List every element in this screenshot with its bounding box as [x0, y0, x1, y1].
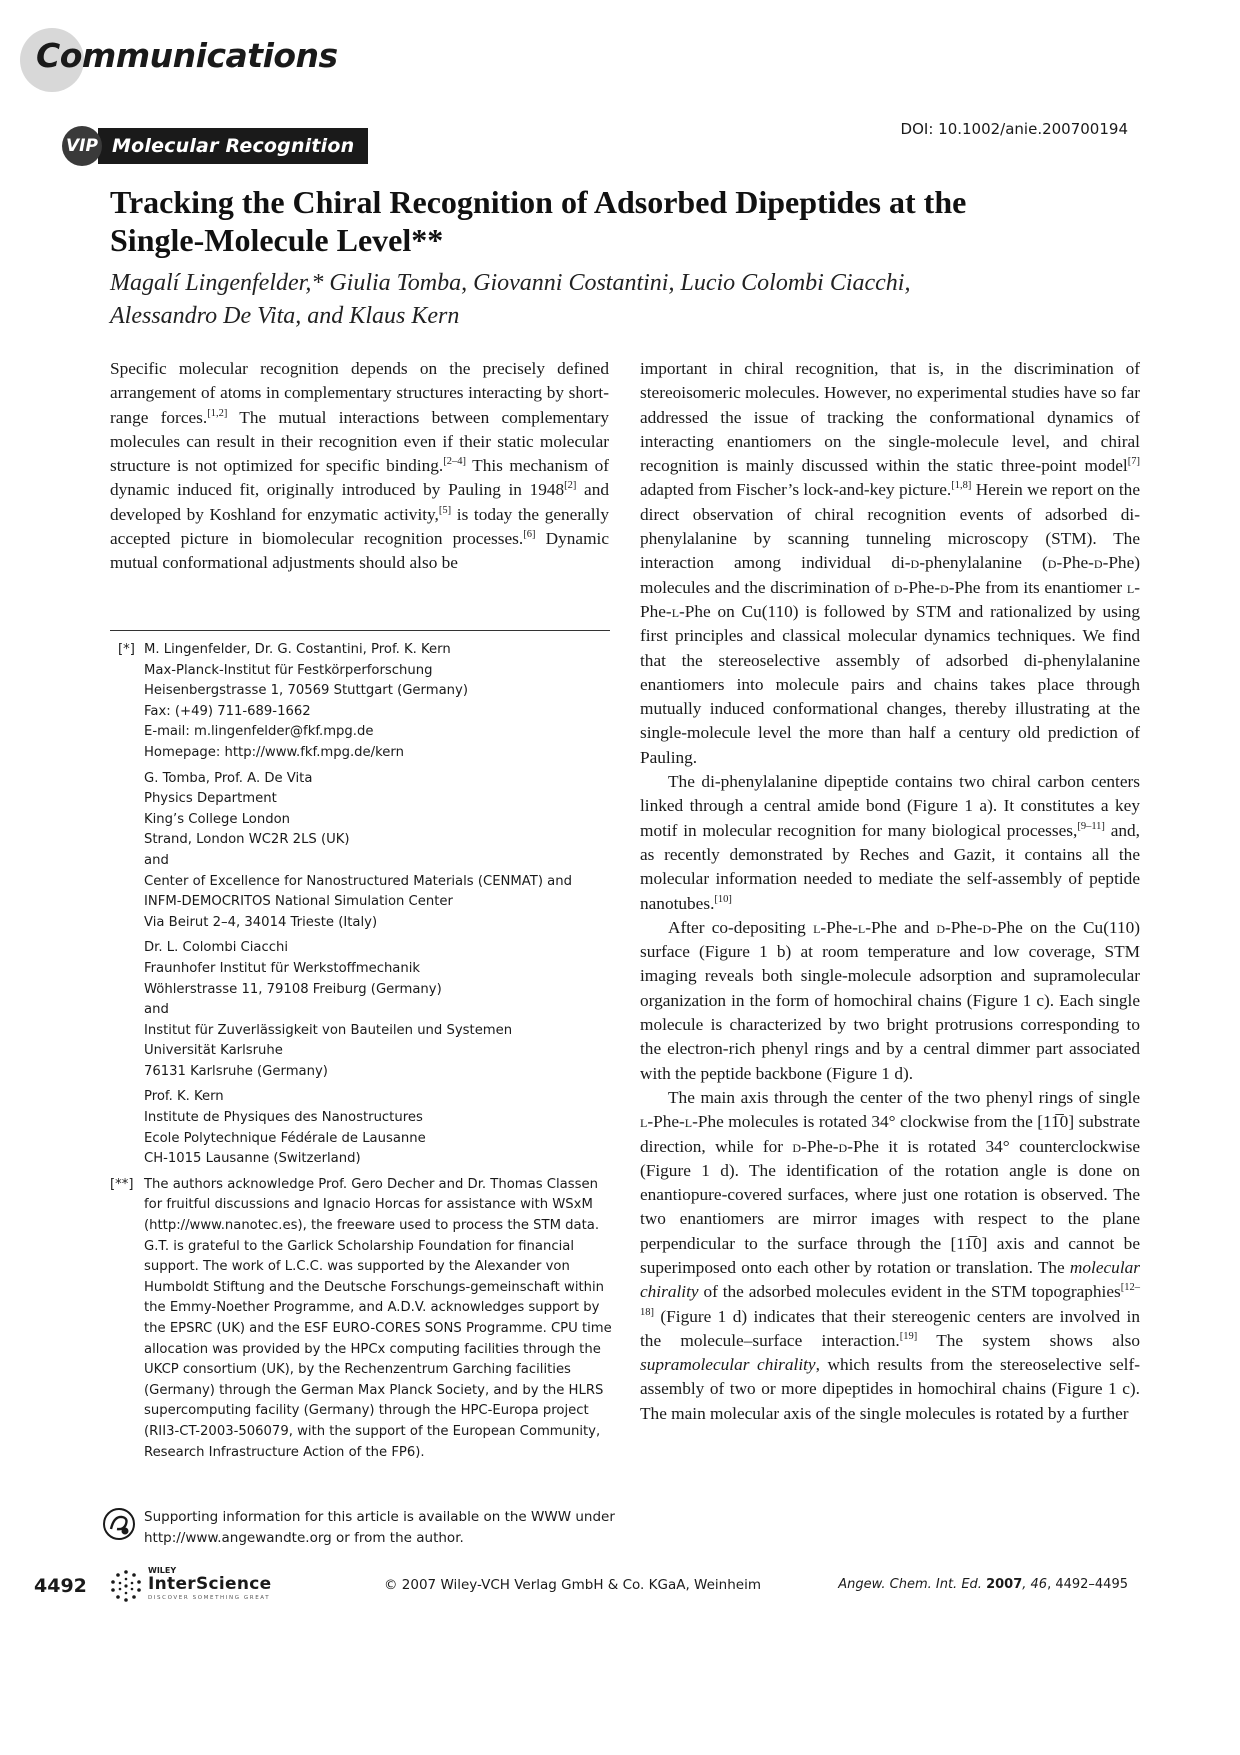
affiliation-line: Strand, London WC2R 2LS (UK): [144, 832, 350, 848]
affiliation-line: Heisenbergstrasse 1, 70569 Stuttgart (Germany): [144, 683, 468, 699]
citation-ref[interactable]: [2–4]: [443, 456, 466, 468]
affiliation-line: Fraunhofer Institut für Werkstoffmechanik: [144, 960, 421, 976]
citation-ref[interactable]: [9–11]: [1077, 820, 1105, 832]
authors-line-1: Magalí Lingenfelder,* Giulia Tomba, Giovanni Costantini, Lucio Colombi Ciacchi,: [110, 270, 911, 296]
affiliation-line: Institut für Zuverlässigkeit von Bauteilen und Systemen: [144, 1022, 513, 1038]
affiliation-line: CH-1015 Lausanne (Switzerland): [144, 1151, 361, 1167]
title-line-1: Tracking the Chiral Recognition of Adsorbed Dipeptides at the: [110, 184, 967, 220]
journal-section-title: Communications: [36, 36, 338, 75]
supporting-info-note: [100, 1507, 664, 1548]
affiliation-line: King’s College London: [144, 811, 291, 827]
citation-ref[interactable]: [1,8]: [951, 480, 972, 492]
affiliation-line: Center of Excellence for Nanostructured Materials (CENMAT) and: [144, 873, 572, 889]
citation-ref[interactable]: [7]: [1127, 456, 1140, 468]
footnote-mark: [**]: [110, 1176, 134, 1192]
affiliation-line: Via Beirut 2–4, 34014 Trieste (Italy): [144, 914, 378, 930]
affiliation-line: 76131 Karlsruhe (Germany): [144, 1063, 328, 1079]
body-paragraph: The main axis through the center of the two phenyl rings of single l-Phe-l-Phe molecules is rotated 34° clockwise from the [11̅0] substrate direction, while for d-Phe-d-Phe it is rotated 34° counterclockwise (Figure 1 d). The identification of the rotation angle is done on enantiopure-covered surfaces, where just one rotation is observed. The two enantiomers are mirror images with respect to the plane perpendicular to the surface through the [11̅0] axis and cannot be superimposed onto each other by rotation or translation. The molecular chirality of the adsorbed molecules evident in the STM topographies[12–18] (Figure 1 d) indicates that their stereogenic centers are involved in the molecule–surface interaction.[19] The system shows also supramolecular chirality, which results from the stereoselective self-assembly of two or more dipeptides in homochiral chains (Figure 1 c). The main molecular axis of the single molecules is rotated by a further: [640, 1087, 1140, 1423]
affiliation-block: [144, 640, 615, 764]
authors-line-2: Alessandro De Vita, and Klaus Kern: [110, 303, 460, 329]
affiliation-line: G. Tomba, Prof. A. De Vita: [144, 770, 313, 786]
body-paragraph: Specific molecular recognition depends on the precisely defined arrangement of atoms in complementary structures interacting by short-range forces.[1,2] The mutual interactions between complementary molecules can result in their recognition even if their static molecular structure is not optimized for specific binding.[2–4] This mechanism of dynamic induced fit, originally introduced by Pauling in 1948[2] and developed by Koshland for enzymatic activity,[5] is today the generally accepted picture in biomolecular recognition processes.[6] Dynamic mutual conformational adjustments should also be: [110, 359, 610, 573]
affiliation-block: [144, 1087, 615, 1169]
acknowledgement-text: The authors acknowledge Prof. Gero Decher and Dr. Thomas Classen for fruitful discussions and Ignacio Horcas for assistance with WSxM (http://www.nanotec.es), the freeware used to process the STM data. G.T. is grateful to the Garlick Scholarship Foundation for financial support. The work of L.C.C. was supported by the Alexander von Humboldt Stiftung and the Deutsche Forschungs-gemeinschaft within the Emmy-Noether Programme, and A.D.V. acknowledges support by the EPSRC (UK) and the ESF EURO-CORES SONS Programme. CPU time allocation was provided by the HPCx computing facilities through the UKCP consortium (UK), by the Rechenzentrum Garching facilities (Germany) through the German Max Planck Society, and by the HLRS supercomputing facility (Germany) through the HPC-Europa project (RII3-CT-2003-506079, with the support of the European Community, Research Infrastructure Action of the FP6).: [144, 1176, 612, 1460]
affiliation-line: Universität Karlsruhe: [144, 1043, 283, 1059]
affiliation-line: Homepage: http://www.fkf.mpg.de/kern: [144, 744, 404, 760]
affiliation-line: Institute de Physiques des Nanostructures: [144, 1110, 423, 1126]
citation-pages: 4492–4495: [1055, 1577, 1128, 1592]
body-paragraph: After co-depositing l-Phe-l-Phe and d-Phe-d-Phe on the Cu(110) surface (Figure 1 b) at room temperature and low coverage, STM imaging reveals both single-molecule adsorption and supramolecular organization in the form of homochiral chains (Figure 1 c). Each single molecule is characterized by two bright protrusions corresponding to the electron-rich phenyl rings and by a central dimmer part associated with the peptide backbone (Figure 1 d).: [640, 917, 1140, 1083]
affiliation-line: Fax: (+49) 711-689-1662: [144, 703, 311, 719]
affiliation-line: Max-Planck-Institut für Festkörperforschung: [144, 662, 433, 678]
title-line-2: Single-Molecule Level**: [110, 222, 444, 258]
affiliation-block: [144, 938, 615, 1082]
acknowledgement-footnote: [110, 1175, 615, 1463]
subject-label: Molecular Recognition: [98, 128, 368, 164]
author-list: [110, 267, 1130, 333]
wiley-interscience-logo[interactable]: [108, 1566, 278, 1604]
supporting-info-icon: [102, 1507, 136, 1541]
doi[interactable]: DOI: 10.1002/anie.200700194: [900, 120, 1128, 138]
citation-ref[interactable]: [1,2]: [207, 407, 228, 419]
affiliation-footnote: [110, 640, 615, 1170]
citation-volume: 46: [1030, 1577, 1048, 1592]
citation-ref[interactable]: [19]: [899, 1331, 918, 1343]
body-column-right: [640, 357, 1140, 1426]
journal-name: Angew. Chem. Int. Ed.: [838, 1577, 982, 1592]
affiliation-line: Wöhlerstrasse 11, 79108 Freiburg (Germany): [144, 981, 442, 997]
affiliation-line: INFM-DEMOCRITOS National Simulation Center: [144, 894, 453, 910]
affiliation-line: Prof. K. Kern: [144, 1089, 224, 1105]
vip-badge: VIP: [62, 126, 102, 166]
affiliation-line: Physics Department: [144, 791, 277, 807]
affiliation-line: M. Lingenfelder, Dr. G. Costantini, Prof. K. Kern: [144, 642, 451, 657]
affiliation-line: and: [144, 1002, 169, 1018]
affiliation-line: E-mail: m.lingenfelder@fkf.mpg.de: [144, 724, 374, 740]
copyright-notice: © 2007 Wiley-VCH Verlag GmbH & Co. KGaA, Weinheim: [384, 1577, 761, 1593]
affiliation-footnotes: [110, 640, 615, 1463]
citation-ref[interactable]: [10]: [714, 893, 732, 905]
wiley-wordmark: WILEY: [148, 1566, 177, 1575]
affiliation-line: Ecole Polytechnique Fédérale de Lausanne: [144, 1130, 426, 1146]
logo-tagline: DISCOVER SOMETHING GREAT: [148, 1595, 271, 1601]
citation-ref[interactable]: [2]: [564, 480, 577, 492]
citation-ref[interactable]: [5]: [438, 505, 452, 517]
body-column-left: [110, 357, 609, 576]
interscience-wordmark: InterScience: [148, 1574, 272, 1594]
citation-ref[interactable]: [6]: [523, 529, 536, 541]
body-paragraph: The di-phenylalanine dipeptide contains two chiral carbon centers linked through a central amide bond (Figure 1 a). It constitutes a key motif in molecular recognition for many biological processes,[9–11] and, as recently demonstrated by Reches and Gazit, it contains all the molecular information needed to mediate the self-assembly of peptide nanotubes.[10]: [640, 772, 1140, 913]
journal-citation: Angew. Chem. Int. Ed. 2007, 46, 4492–4495: [838, 1577, 1128, 1592]
body-paragraph: important in chiral recognition, that is, in the discrimination of stereoisomeric molecules. However, no experimental studies have so far addressed the issue of tracking the conformational dynamics of interacting enantiomers on the single-molecule level, and chiral recognition is mainly discussed within the static three-point model[7] adapted from Fischer’s lock-and-key picture.[1,8] Herein we report on the direct observation of chiral recognition events of adsorbed di-phenylalanine by scanning tunneling microscopy (STM). The interaction among individual di-d-phenylalanine (d-Phe-d-Phe) molecules and the discrimination of d-Phe-d-Phe from its enantiomer l-Phe-l-Phe on Cu(110) is followed by STM and rationalized by using first principles and classical molecular dynamics techniques. We find that the stereoselective assembly of adsorbed di-phenylalanine enantiomers into molecule pairs and chains takes place through mutually induced conformational changes, thereby illustrating at the single-molecule level the more than half a century old prediction of Pauling.: [640, 359, 1140, 767]
article-title: [110, 183, 1130, 259]
affiliation-block: [144, 769, 615, 934]
journal-section-header: [20, 28, 338, 88]
citation-year: 2007: [986, 1577, 1023, 1592]
citation-ref[interactable]: [12–18]: [640, 1282, 1140, 1318]
interscience-emblem-icon: [108, 1568, 144, 1604]
supporting-info-text: Supporting information for this article is available on the WWW under http://www.angewandte.org or from the author.: [144, 1509, 615, 1546]
affiliation-line: and: [144, 852, 169, 868]
affiliation-line: Dr. L. Colombi Ciacchi: [144, 940, 289, 956]
page-number: 4492: [34, 1575, 87, 1597]
footnote-divider: [110, 630, 610, 631]
footnote-mark: [*]: [118, 642, 135, 657]
subject-banner: [62, 124, 368, 168]
